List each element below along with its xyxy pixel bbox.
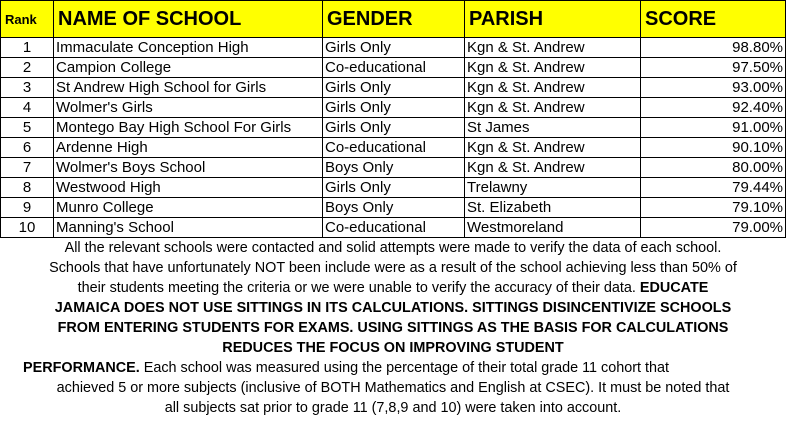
cell-rank[interactable]: 5 [1, 118, 54, 138]
table-row [1, 58, 786, 78]
cell-school-name[interactable]: Munro College [54, 198, 323, 218]
cell-parish[interactable]: Kgn & St. Andrew [465, 98, 641, 118]
cell-school-name[interactable]: Campion College [54, 58, 323, 78]
header-row [1, 1, 786, 38]
cell-school-name[interactable]: Wolmer's Girls [54, 98, 323, 118]
cell-score[interactable]: 98.80% [641, 38, 786, 58]
cell-school-name[interactable]: Immaculate Conception High [54, 38, 323, 58]
cell-rank[interactable]: 4 [1, 98, 54, 118]
cell-parish[interactable]: Westmoreland [465, 218, 641, 238]
cell-school-name[interactable]: St Andrew High School for Girls [54, 78, 323, 98]
notes-line [2, 338, 784, 358]
cell-rank[interactable]: 2 [1, 58, 54, 78]
notes-line [2, 358, 784, 378]
methodology-notes[interactable] [0, 238, 786, 418]
table-row [1, 98, 786, 118]
header-parish[interactable]: PARISH [465, 1, 641, 38]
cell-score[interactable]: 80.00% [641, 158, 786, 178]
table-row [1, 78, 786, 98]
cell-gender[interactable]: Co-educational [323, 138, 465, 158]
cell-rank[interactable]: 7 [1, 158, 54, 178]
cell-gender[interactable]: Girls Only [323, 38, 465, 58]
table-row [1, 158, 786, 178]
cell-parish[interactable]: St James [465, 118, 641, 138]
header-score[interactable]: SCORE [641, 1, 786, 38]
table-row [1, 178, 786, 198]
cell-score[interactable]: 92.40% [641, 98, 786, 118]
cell-parish[interactable]: Kgn & St. Andrew [465, 38, 641, 58]
cell-gender[interactable]: Boys Only [323, 158, 465, 178]
notes-line: all subjects sat prior to grade 11 (7,8,9 and 10) were taken into account. [164, 400, 622, 416]
cell-score[interactable]: 79.00% [641, 218, 786, 238]
cell-rank[interactable]: 3 [1, 78, 54, 98]
notes-text: Each school was measured using the percentage of their total grade 11 cohort that [139, 360, 670, 376]
cell-gender[interactable]: Girls Only [323, 78, 465, 98]
notes-line: All the relevant schools were contacted and solid attempts were made to verify the data of each school. [64, 240, 722, 256]
table-row [1, 138, 786, 158]
cell-rank[interactable]: 9 [1, 198, 54, 218]
cell-parish[interactable]: St. Elizabeth [465, 198, 641, 218]
cell-score[interactable]: 97.50% [641, 58, 786, 78]
cell-school-name[interactable]: Westwood High [54, 178, 323, 198]
cell-parish[interactable]: Kgn & St. Andrew [465, 138, 641, 158]
cell-score[interactable]: 93.00% [641, 78, 786, 98]
cell-parish[interactable]: Trelawny [465, 178, 641, 198]
cell-school-name[interactable]: Ardenne High [54, 138, 323, 158]
notes-bold-text: JAMAICA DOES NOT USE SITTINGS IN ITS CALCULATIONS. SITTINGS DISINCENTIVIZE SCHOOLS [54, 300, 732, 316]
notes-line: achieved 5 or more subjects (inclusive of BOTH Mathematics and English at CSEC). It must be noted that [56, 380, 730, 396]
cell-gender[interactable]: Boys Only [323, 198, 465, 218]
header-gender[interactable]: GENDER [323, 1, 465, 38]
notes-bold-text: REDUCES THE FOCUS ON IMPROVING STUDENT [222, 340, 564, 356]
cell-gender[interactable]: Girls Only [323, 118, 465, 138]
notes-bold-text: FROM ENTERING STUDENTS FOR EXAMS. USING SITTINGS AS THE BASIS FOR CALCULATIONS [57, 320, 729, 336]
cell-gender[interactable]: Co-educational [323, 218, 465, 238]
header-name-of-school[interactable]: NAME OF SCHOOL [54, 1, 323, 38]
notes-line [2, 318, 784, 338]
notes-bold-text: EDUCATE [639, 280, 709, 296]
notes-line [2, 278, 784, 298]
cell-score[interactable]: 79.44% [641, 178, 786, 198]
notes-line [2, 298, 784, 318]
cell-gender[interactable]: Co-educational [323, 58, 465, 78]
cell-score[interactable]: 91.00% [641, 118, 786, 138]
cell-parish[interactable]: Kgn & St. Andrew [465, 158, 641, 178]
cell-score[interactable]: 79.10% [641, 198, 786, 218]
cell-school-name[interactable]: Montego Bay High School For Girls [54, 118, 323, 138]
notes-text: their students meeting the criteria or we were unable to verify the accuracy of their data. [77, 280, 640, 296]
cell-school-name[interactable]: Manning's School [54, 218, 323, 238]
cell-rank[interactable]: 1 [1, 38, 54, 58]
cell-gender[interactable]: Girls Only [323, 178, 465, 198]
table-row [1, 198, 786, 218]
header-rank[interactable]: Rank [1, 1, 54, 38]
cell-parish[interactable]: Kgn & St. Andrew [465, 58, 641, 78]
table-row [1, 118, 786, 138]
cell-rank[interactable]: 8 [1, 178, 54, 198]
table-row [1, 218, 786, 238]
cell-school-name[interactable]: Wolmer's Boys School [54, 158, 323, 178]
cell-parish[interactable]: Kgn & St. Andrew [465, 78, 641, 98]
cell-gender[interactable]: Girls Only [323, 98, 465, 118]
cell-rank[interactable]: 10 [1, 218, 54, 238]
table-row [1, 38, 786, 58]
cell-score[interactable]: 90.10% [641, 138, 786, 158]
cell-rank[interactable]: 6 [1, 138, 54, 158]
notes-bold-text: PERFORMANCE. [23, 360, 140, 376]
notes-line: Schools that have unfortunately NOT been include were as a result of the school achieving less than 50% of [49, 260, 737, 276]
